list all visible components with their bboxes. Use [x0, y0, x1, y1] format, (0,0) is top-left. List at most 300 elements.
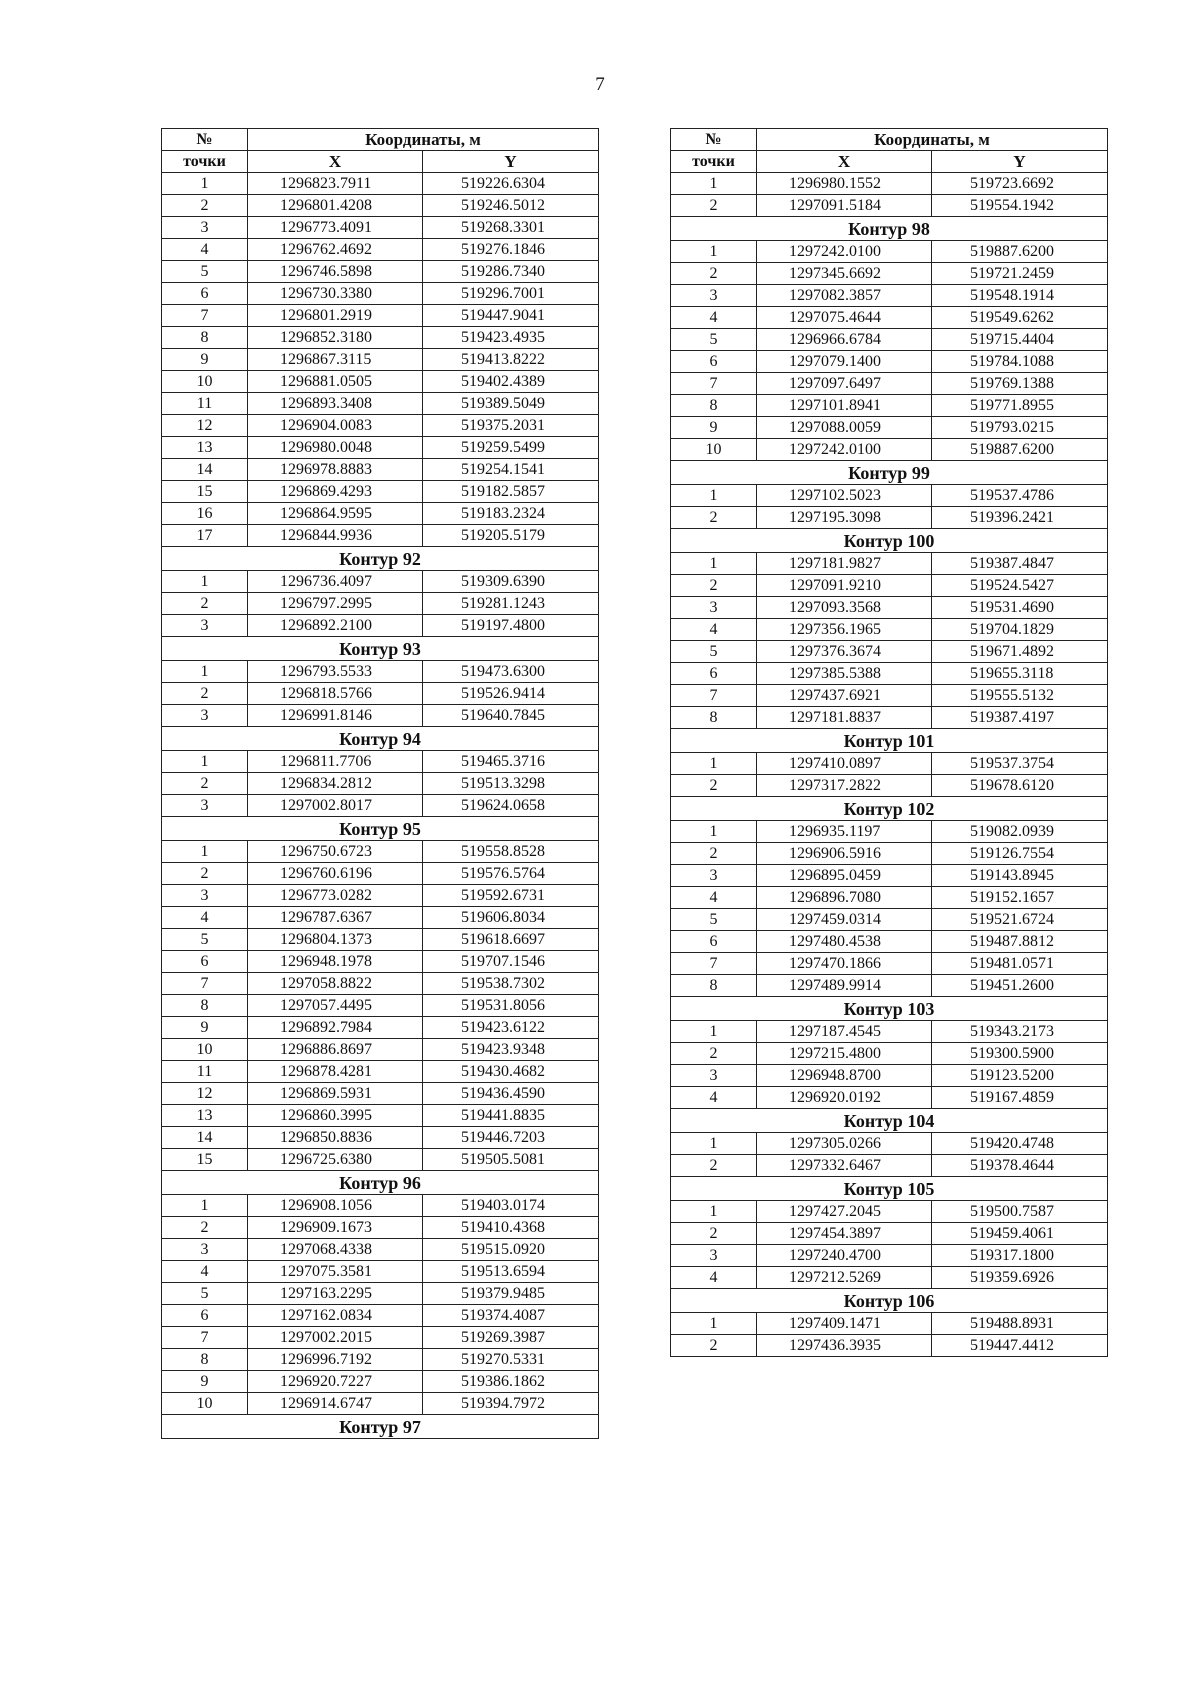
table-row [671, 1133, 1108, 1155]
x-coordinate-cell: 1296908.1056 [248, 1195, 423, 1217]
y-coordinate-cell: 519268.3301 [423, 217, 599, 239]
point-number-cell: 6 [162, 1305, 248, 1327]
x-coordinate-cell: 1296996.7192 [248, 1349, 423, 1371]
contour-header-row [162, 727, 599, 751]
x-coordinate-cell: 1296793.5533 [248, 661, 423, 683]
y-coordinate-cell: 519126.7554 [932, 843, 1108, 865]
table-row [162, 1261, 599, 1283]
point-number-cell: 2 [162, 683, 248, 705]
x-coordinate-cell: 1297215.4800 [757, 1043, 932, 1065]
x-coordinate-cell: 1297088.0059 [757, 417, 932, 439]
contour-label: Контур 101 [671, 729, 1108, 753]
y-coordinate-cell: 519389.5049 [423, 393, 599, 415]
point-number-cell: 15 [162, 481, 248, 503]
x-coordinate-cell: 1296750.6723 [248, 841, 423, 863]
table-row [671, 1223, 1108, 1245]
point-number-cell: 7 [671, 953, 757, 975]
y-coordinate-cell: 519549.6262 [932, 307, 1108, 329]
table-row [162, 1039, 599, 1061]
table-row [671, 329, 1108, 351]
point-number-cell: 3 [162, 615, 248, 637]
x-coordinate-cell: 1297489.9914 [757, 975, 932, 997]
point-number-cell: 13 [162, 1105, 248, 1127]
y-coordinate-cell: 519375.2031 [423, 415, 599, 437]
x-coordinate-cell: 1296886.8697 [248, 1039, 423, 1061]
table-row [671, 1155, 1108, 1177]
point-number-cell: 8 [162, 995, 248, 1017]
point-number-cell: 2 [671, 263, 757, 285]
table-row [162, 661, 599, 683]
x-coordinate-cell: 1296850.8836 [248, 1127, 423, 1149]
y-coordinate-cell: 519359.6926 [932, 1267, 1108, 1289]
y-coordinate-cell: 519447.4412 [932, 1335, 1108, 1357]
contour-label: Контур 99 [671, 461, 1108, 485]
x-coordinate-cell: 1297409.1471 [757, 1313, 932, 1335]
x-coordinate-cell: 1297427.2045 [757, 1201, 932, 1223]
x-coordinate-cell: 1297437.6921 [757, 685, 932, 707]
y-coordinate-cell: 519182.5857 [423, 481, 599, 503]
y-coordinate-cell: 519410.4368 [423, 1217, 599, 1239]
y-coordinate-cell: 519524.5427 [932, 575, 1108, 597]
table-row [671, 395, 1108, 417]
point-number-cell: 10 [671, 439, 757, 461]
x-coordinate-cell: 1296760.6196 [248, 863, 423, 885]
y-coordinate-cell: 519447.9041 [423, 305, 599, 327]
contour-label: Контур 97 [162, 1415, 599, 1439]
y-coordinate-cell: 519396.2421 [932, 507, 1108, 529]
x-coordinate-cell: 1297163.2295 [248, 1283, 423, 1305]
table-row [162, 305, 599, 327]
y-coordinate-cell: 519451.2600 [932, 975, 1108, 997]
y-coordinate-cell: 519082.0939 [932, 821, 1108, 843]
y-coordinate-cell: 519402.4389 [423, 371, 599, 393]
point-number-cell: 4 [671, 1267, 757, 1289]
table-row [162, 1327, 599, 1349]
contour-label: Контур 100 [671, 529, 1108, 553]
table-row [671, 307, 1108, 329]
point-number-cell: 2 [671, 843, 757, 865]
x-coordinate-cell: 1296896.7080 [757, 887, 932, 909]
table-row [162, 795, 599, 817]
y-coordinate-cell: 519784.1088 [932, 351, 1108, 373]
point-number-cell: 2 [671, 507, 757, 529]
point-number-cell: 1 [162, 173, 248, 195]
table-row [162, 1239, 599, 1261]
y-coordinate-cell: 519671.4892 [932, 641, 1108, 663]
table-row [671, 1087, 1108, 1109]
x-coordinate-cell: 1297356.1965 [757, 619, 932, 641]
y-coordinate-cell: 519123.5200 [932, 1065, 1108, 1087]
contour-header-row [671, 1289, 1108, 1313]
contour-header-row [671, 529, 1108, 553]
x-coordinate-cell: 1296892.2100 [248, 615, 423, 637]
y-coordinate-cell: 519487.8812 [932, 931, 1108, 953]
point-number-cell: 1 [162, 751, 248, 773]
table-row [162, 841, 599, 863]
table-row [671, 707, 1108, 729]
table-row [671, 1335, 1108, 1357]
y-coordinate-cell: 519558.8528 [423, 841, 599, 863]
point-number-cell: 2 [671, 1223, 757, 1245]
x-coordinate-cell: 1296948.1978 [248, 951, 423, 973]
y-coordinate-cell: 519420.4748 [932, 1133, 1108, 1155]
table-row [671, 821, 1108, 843]
y-coordinate-cell: 519521.6724 [932, 909, 1108, 931]
table-row [162, 1149, 599, 1171]
contour-label: Контур 94 [162, 727, 599, 751]
contour-label: Контур 104 [671, 1109, 1108, 1133]
point-number-cell: 4 [162, 907, 248, 929]
table-row [162, 481, 599, 503]
point-number-cell: 9 [162, 1371, 248, 1393]
x-coordinate-cell: 1296920.0192 [757, 1087, 932, 1109]
point-number-cell: 2 [162, 195, 248, 217]
point-number-cell: 10 [162, 371, 248, 393]
point-number-cell: 1 [162, 661, 248, 683]
x-coordinate-cell: 1296834.2812 [248, 773, 423, 795]
table-row [162, 1283, 599, 1305]
table-row [162, 1061, 599, 1083]
y-coordinate-cell: 519143.8945 [932, 865, 1108, 887]
y-coordinate-cell: 519715.4404 [932, 329, 1108, 351]
x-coordinate-cell: 1296823.7911 [248, 173, 423, 195]
contour-header-row [671, 729, 1108, 753]
y-coordinate-cell: 519254.1541 [423, 459, 599, 481]
x-coordinate-cell: 1296797.2995 [248, 593, 423, 615]
contour-header-row [162, 637, 599, 661]
point-number-cell: 3 [162, 705, 248, 727]
table-row [671, 1065, 1108, 1087]
x-coordinate-cell: 1297101.8941 [757, 395, 932, 417]
x-coordinate-cell: 1297376.3674 [757, 641, 932, 663]
x-coordinate-cell: 1296948.8700 [757, 1065, 932, 1087]
y-coordinate-cell: 519386.1862 [423, 1371, 599, 1393]
point-number-cell: 7 [162, 973, 248, 995]
x-coordinate-cell: 1296730.3380 [248, 283, 423, 305]
x-coordinate-cell: 1296867.3115 [248, 349, 423, 371]
header-x: X [757, 151, 932, 173]
table-row [162, 1371, 599, 1393]
point-number-cell: 4 [671, 1087, 757, 1109]
x-coordinate-cell: 1297385.5388 [757, 663, 932, 685]
y-coordinate-cell: 519887.6200 [932, 439, 1108, 461]
y-coordinate-cell: 519197.4800 [423, 615, 599, 637]
point-number-cell: 9 [162, 1017, 248, 1039]
x-coordinate-cell: 1296881.0505 [248, 371, 423, 393]
table-row [671, 173, 1108, 195]
y-coordinate-cell: 519152.1657 [932, 887, 1108, 909]
point-number-cell: 5 [162, 261, 248, 283]
point-number-cell: 2 [162, 863, 248, 885]
x-coordinate-cell: 1296895.0459 [757, 865, 932, 887]
contour-label: Контур 95 [162, 817, 599, 841]
table-row [162, 951, 599, 973]
y-coordinate-cell: 519887.6200 [932, 241, 1108, 263]
table-row [671, 263, 1108, 285]
point-number-cell: 11 [162, 393, 248, 415]
x-coordinate-cell: 1296801.2919 [248, 305, 423, 327]
table-body-right [671, 173, 1108, 1357]
contour-header-row [671, 461, 1108, 485]
x-coordinate-cell: 1297162.0834 [248, 1305, 423, 1327]
x-coordinate-cell: 1297097.6497 [757, 373, 932, 395]
x-coordinate-cell: 1296811.7706 [248, 751, 423, 773]
contour-header-row [671, 797, 1108, 821]
header-point-label: точки [671, 151, 757, 173]
contour-header-row [671, 1177, 1108, 1201]
x-coordinate-cell: 1297102.5023 [757, 485, 932, 507]
point-number-cell: 7 [671, 685, 757, 707]
x-coordinate-cell: 1297079.1400 [757, 351, 932, 373]
contour-header-row [162, 547, 599, 571]
y-coordinate-cell: 519300.5900 [932, 1043, 1108, 1065]
x-coordinate-cell: 1297242.0100 [757, 439, 932, 461]
y-coordinate-cell: 519423.4935 [423, 327, 599, 349]
y-coordinate-cell: 519286.7340 [423, 261, 599, 283]
x-coordinate-cell: 1296914.6747 [248, 1393, 423, 1415]
y-coordinate-cell: 519343.2173 [932, 1021, 1108, 1043]
point-number-cell: 12 [162, 415, 248, 437]
table-row [162, 195, 599, 217]
header-y: Y [423, 151, 599, 173]
page-number: 7 [595, 74, 605, 95]
x-coordinate-cell: 1296991.8146 [248, 705, 423, 727]
table-row [671, 641, 1108, 663]
y-coordinate-cell: 519555.5132 [932, 685, 1108, 707]
point-number-cell: 16 [162, 503, 248, 525]
y-coordinate-cell: 519394.7972 [423, 1393, 599, 1415]
table-row [162, 239, 599, 261]
table-row [671, 843, 1108, 865]
y-coordinate-cell: 519793.0215 [932, 417, 1108, 439]
header-coordinates: Координаты, м [248, 129, 599, 151]
y-coordinate-cell: 519465.3716 [423, 751, 599, 773]
y-coordinate-cell: 519430.4682 [423, 1061, 599, 1083]
point-number-cell: 3 [162, 795, 248, 817]
x-coordinate-cell: 1297454.3897 [757, 1223, 932, 1245]
x-coordinate-cell: 1296904.0083 [248, 415, 423, 437]
point-number-cell: 2 [671, 775, 757, 797]
point-number-cell: 1 [162, 571, 248, 593]
point-number-cell: 3 [162, 217, 248, 239]
x-coordinate-cell: 1296801.4208 [248, 195, 423, 217]
table-row [162, 1195, 599, 1217]
contour-label: Контур 106 [671, 1289, 1108, 1313]
point-number-cell: 2 [162, 593, 248, 615]
table-row [162, 973, 599, 995]
table-row [162, 907, 599, 929]
x-coordinate-cell: 1296935.1197 [757, 821, 932, 843]
x-coordinate-cell: 1296864.9595 [248, 503, 423, 525]
y-coordinate-cell: 519423.6122 [423, 1017, 599, 1039]
table-row [671, 241, 1108, 263]
table-row [671, 753, 1108, 775]
x-coordinate-cell: 1297345.6692 [757, 263, 932, 285]
x-coordinate-cell: 1297075.4644 [757, 307, 932, 329]
x-coordinate-cell: 1297187.4545 [757, 1021, 932, 1043]
x-coordinate-cell: 1296773.0282 [248, 885, 423, 907]
table-row [162, 371, 599, 393]
y-coordinate-cell: 519374.4087 [423, 1305, 599, 1327]
x-coordinate-cell: 1296878.4281 [248, 1061, 423, 1083]
contour-label: Контур 93 [162, 637, 599, 661]
header-point-no: № [671, 129, 757, 151]
x-coordinate-cell: 1297212.5269 [757, 1267, 932, 1289]
point-number-cell: 6 [671, 931, 757, 953]
table-row [671, 195, 1108, 217]
table-row [162, 995, 599, 1017]
header-coordinates: Координаты, м [757, 129, 1108, 151]
x-coordinate-cell: 1296869.5931 [248, 1083, 423, 1105]
x-coordinate-cell: 1297058.8822 [248, 973, 423, 995]
y-coordinate-cell: 519446.7203 [423, 1127, 599, 1149]
table-row [671, 865, 1108, 887]
point-number-cell: 1 [671, 753, 757, 775]
table-row [671, 685, 1108, 707]
x-coordinate-cell: 1296980.1552 [757, 173, 932, 195]
y-coordinate-cell: 519296.7001 [423, 283, 599, 305]
x-coordinate-cell: 1297459.0314 [757, 909, 932, 931]
point-number-cell: 8 [671, 395, 757, 417]
table-row [671, 575, 1108, 597]
y-coordinate-cell: 519276.1846 [423, 239, 599, 261]
point-number-cell: 6 [162, 951, 248, 973]
point-number-cell: 6 [671, 663, 757, 685]
point-number-cell: 3 [671, 1065, 757, 1087]
point-number-cell: 1 [671, 1021, 757, 1043]
y-coordinate-cell: 519226.6304 [423, 173, 599, 195]
table-row [671, 1021, 1108, 1043]
y-coordinate-cell: 519167.4859 [932, 1087, 1108, 1109]
header-point-label: точки [162, 151, 248, 173]
y-coordinate-cell: 519387.4197 [932, 707, 1108, 729]
table-row [162, 571, 599, 593]
x-coordinate-cell: 1297195.3098 [757, 507, 932, 529]
point-number-cell: 2 [162, 1217, 248, 1239]
contour-header-row [162, 817, 599, 841]
x-coordinate-cell: 1297410.0897 [757, 753, 932, 775]
table-row [162, 929, 599, 951]
y-coordinate-cell: 519481.0571 [932, 953, 1108, 975]
table-row [162, 615, 599, 637]
y-coordinate-cell: 519378.4644 [932, 1155, 1108, 1177]
x-coordinate-cell: 1296892.7984 [248, 1017, 423, 1039]
table-row [162, 393, 599, 415]
y-coordinate-cell: 519270.5331 [423, 1349, 599, 1371]
table-body-left [162, 173, 599, 1439]
point-number-cell: 4 [162, 1261, 248, 1283]
point-number-cell: 3 [671, 597, 757, 619]
x-coordinate-cell: 1297082.3857 [757, 285, 932, 307]
table-row [162, 349, 599, 371]
table-row [671, 507, 1108, 529]
y-coordinate-cell: 519538.7302 [423, 973, 599, 995]
x-coordinate-cell: 1297242.0100 [757, 241, 932, 263]
x-coordinate-cell: 1296966.6784 [757, 329, 932, 351]
x-coordinate-cell: 1296893.3408 [248, 393, 423, 415]
point-number-cell: 2 [671, 1155, 757, 1177]
y-coordinate-cell: 519423.9348 [423, 1039, 599, 1061]
point-number-cell: 5 [671, 641, 757, 663]
contour-header-row [162, 1415, 599, 1439]
y-coordinate-cell: 519259.5499 [423, 437, 599, 459]
table-row [162, 1017, 599, 1039]
table-row [162, 1305, 599, 1327]
table-row [162, 261, 599, 283]
table-row [671, 775, 1108, 797]
point-number-cell: 1 [671, 821, 757, 843]
table-row [162, 525, 599, 547]
table-row [671, 1245, 1108, 1267]
point-number-cell: 10 [162, 1393, 248, 1415]
table-row [671, 1313, 1108, 1335]
point-number-cell: 2 [671, 575, 757, 597]
table-row [671, 975, 1108, 997]
x-coordinate-cell: 1296980.0048 [248, 437, 423, 459]
point-number-cell: 4 [162, 239, 248, 261]
y-coordinate-cell: 519317.1800 [932, 1245, 1108, 1267]
point-number-cell: 5 [162, 929, 248, 951]
x-coordinate-cell: 1296725.6380 [248, 1149, 423, 1171]
y-coordinate-cell: 519513.3298 [423, 773, 599, 795]
point-number-cell: 8 [162, 327, 248, 349]
x-coordinate-cell: 1296906.5916 [757, 843, 932, 865]
header-y: Y [932, 151, 1108, 173]
point-number-cell: 14 [162, 459, 248, 481]
x-coordinate-cell: 1296978.8883 [248, 459, 423, 481]
point-number-cell: 7 [162, 1327, 248, 1349]
y-coordinate-cell: 519576.5764 [423, 863, 599, 885]
x-coordinate-cell: 1297091.9210 [757, 575, 932, 597]
contour-label: Контур 96 [162, 1171, 599, 1195]
table-row [671, 439, 1108, 461]
y-coordinate-cell: 519537.4786 [932, 485, 1108, 507]
point-number-cell: 1 [162, 841, 248, 863]
x-coordinate-cell: 1296762.4692 [248, 239, 423, 261]
table-row [162, 1083, 599, 1105]
table-row [162, 459, 599, 481]
y-coordinate-cell: 519205.5179 [423, 525, 599, 547]
point-number-cell: 8 [671, 975, 757, 997]
table-row [162, 683, 599, 705]
point-number-cell: 7 [162, 305, 248, 327]
table-row [671, 597, 1108, 619]
table-row [162, 437, 599, 459]
contour-label: Контур 103 [671, 997, 1108, 1021]
point-number-cell: 11 [162, 1061, 248, 1083]
point-number-cell: 3 [671, 1245, 757, 1267]
y-coordinate-cell: 519515.0920 [423, 1239, 599, 1261]
point-number-cell: 9 [671, 417, 757, 439]
point-number-cell: 1 [671, 1201, 757, 1223]
point-number-cell: 1 [671, 553, 757, 575]
table-row [162, 415, 599, 437]
x-coordinate-cell: 1297057.4495 [248, 995, 423, 1017]
contour-header-row [671, 1109, 1108, 1133]
point-number-cell: 1 [671, 485, 757, 507]
y-coordinate-cell: 519769.1388 [932, 373, 1108, 395]
y-coordinate-cell: 519183.2324 [423, 503, 599, 525]
table-row [671, 417, 1108, 439]
contour-label: Контур 105 [671, 1177, 1108, 1201]
contour-label: Контур 98 [671, 217, 1108, 241]
table-row [162, 283, 599, 305]
table-row [671, 485, 1108, 507]
table-row [162, 1349, 599, 1371]
table-row [162, 705, 599, 727]
point-number-cell: 3 [671, 865, 757, 887]
x-coordinate-cell: 1296787.6367 [248, 907, 423, 929]
